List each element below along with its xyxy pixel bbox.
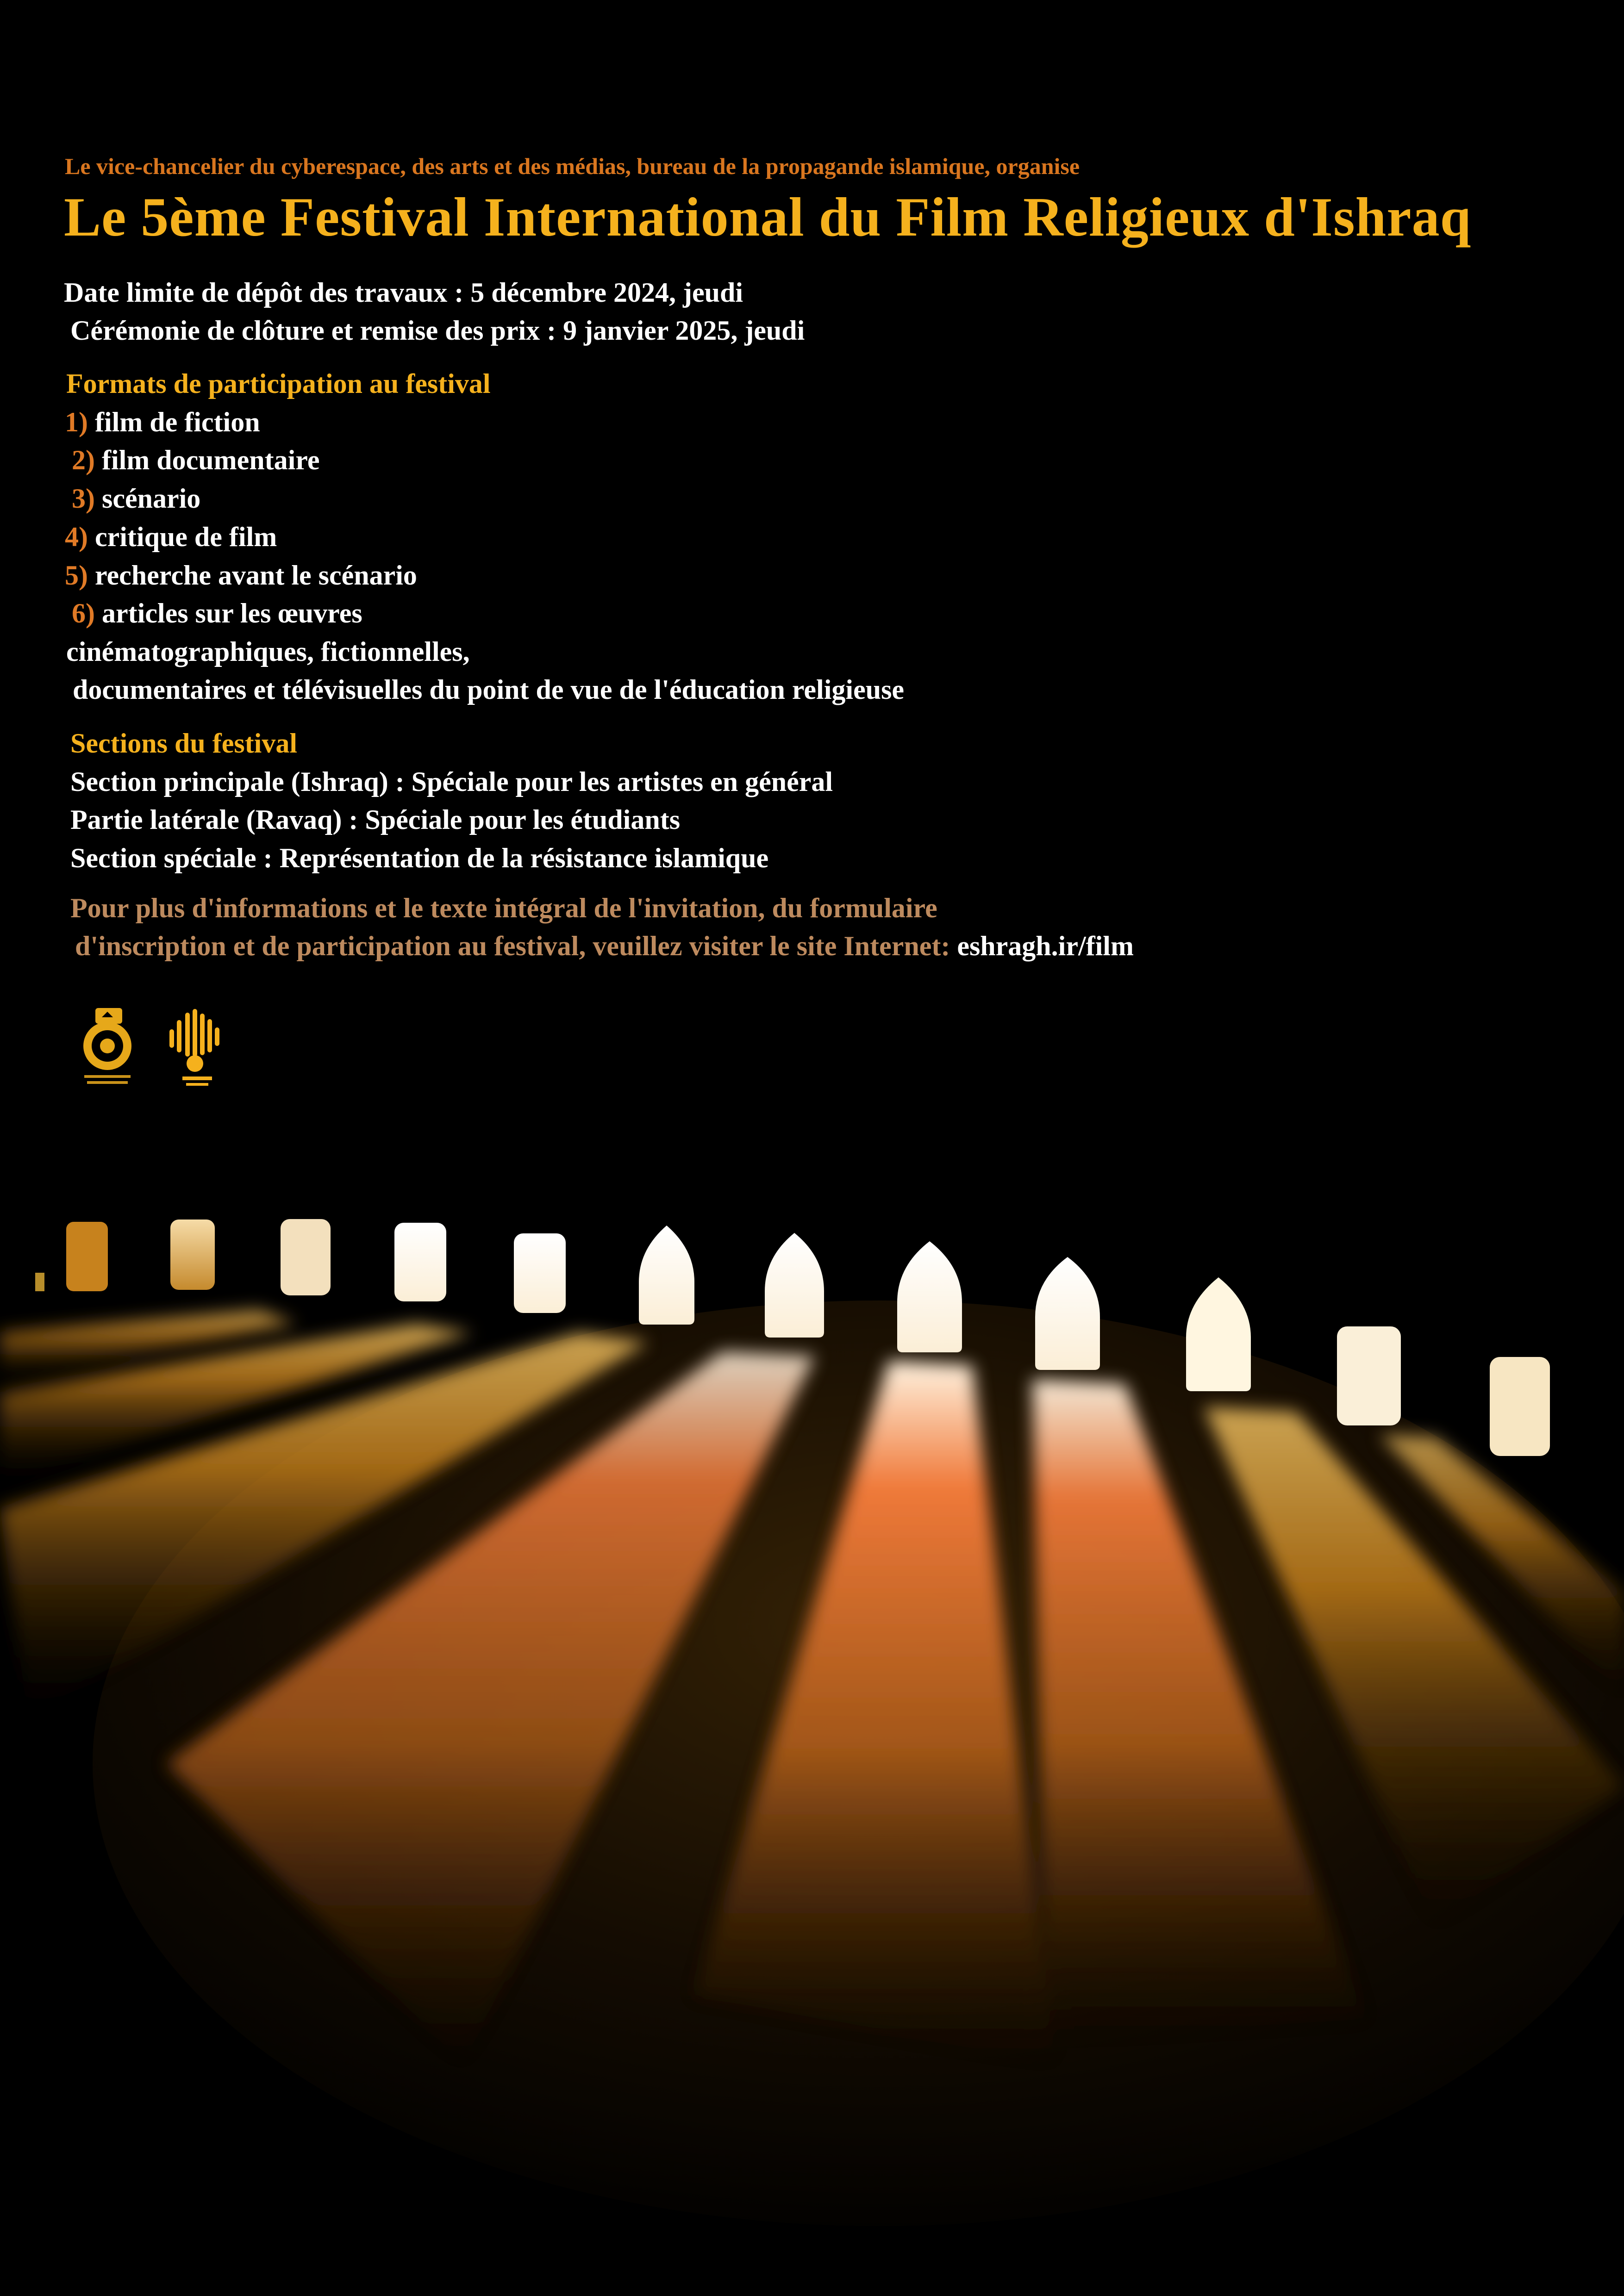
format-label: recherche avant le scénario xyxy=(94,560,417,591)
ceremony-date: Cérémonie de clôture et remise des prix : 9 janvier 2025, jeudi xyxy=(70,315,805,346)
info-text: d'inscription et de participation au festival, veuillez visiter le site Internet: xyxy=(75,931,950,961)
format-item-4 xyxy=(65,521,277,553)
format-label: film documentaire xyxy=(101,445,320,475)
format-item-6-continued: documentaires et télévisuelles du point de vue de l'éducation religieuse xyxy=(73,674,905,705)
light-beams-scene xyxy=(0,1185,1624,2296)
format-item-1 xyxy=(65,406,260,438)
info-line-1: Pour plus d'informations et le texte intégral de l'invitation, du formulaire xyxy=(70,893,937,923)
logos xyxy=(69,1003,245,1101)
deadline-date: Date limite de dépôt des travaux : 5 décembre 2024, jeudi xyxy=(64,277,743,308)
info-line-2 xyxy=(75,930,1134,962)
sections-heading: Sections du festival xyxy=(70,728,298,759)
website-link[interactable]: eshragh.ir/film xyxy=(957,931,1134,961)
format-number: 1) xyxy=(65,407,88,437)
format-item-6 xyxy=(72,597,362,629)
format-number: 3) xyxy=(72,483,95,514)
poster-title: Le 5ème Festival International du Film Religieux d'Ishraq xyxy=(64,186,1472,248)
organiser-line: Le vice-chancelier du cyberespace, des arts et des médias, bureau de la propagande islamique, organise xyxy=(65,153,1080,179)
section-item-side: Partie latérale (Ravaq) : Spéciale pour les étudiants xyxy=(70,804,681,835)
format-item-3 xyxy=(72,483,200,515)
format-item-5 xyxy=(65,560,417,591)
organiser-emblem-icon xyxy=(83,1008,131,1084)
section-item-special: Section spéciale : Représentation de la résistance islamique xyxy=(70,843,769,873)
formats-heading: Formats de participation au festival xyxy=(66,368,491,399)
festival-logo-icon xyxy=(169,1009,219,1086)
format-number: 6) xyxy=(72,598,95,628)
format-item-6-continued: cinématographiques, fictionnelles, xyxy=(66,636,470,667)
section-item-main: Section principale (Ishraq) : Spéciale pour les artistes en général xyxy=(70,766,833,797)
format-label: critique de film xyxy=(94,522,277,552)
format-number: 4) xyxy=(65,522,88,552)
format-number: 2) xyxy=(72,445,95,475)
small-vertical-text xyxy=(35,1273,44,1291)
format-label: film de fiction xyxy=(94,407,260,437)
format-number: 5) xyxy=(65,560,88,591)
format-label: scénario xyxy=(101,483,201,514)
format-item-2 xyxy=(72,444,319,476)
format-label: articles sur les œuvres xyxy=(101,598,362,628)
